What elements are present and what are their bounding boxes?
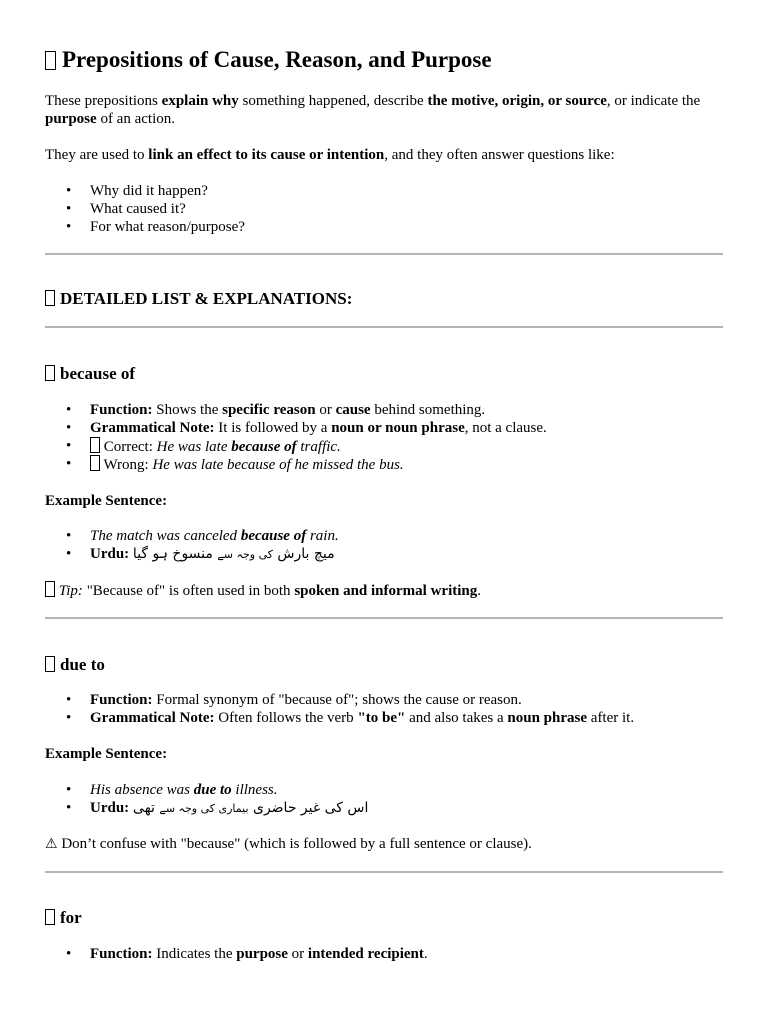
due-to-warning: ⚠ Don’t confuse with "because" (which is followed by a full sentence or clause). bbox=[45, 836, 532, 852]
missing-glyph-icon bbox=[45, 290, 55, 306]
page-title bbox=[45, 46, 492, 74]
list-item: • Function: Formal synonym of "because of"; shows the cause or reason. bbox=[45, 691, 634, 709]
urdu-translation: اس کی غیر حاضری بیماری کی وجہ سے تھی bbox=[132, 800, 369, 816]
missing-glyph-icon bbox=[45, 656, 55, 672]
for-details-list bbox=[45, 945, 428, 963]
list-item: • Wrong: He was late because of he missed the bus. bbox=[45, 455, 547, 473]
missing-glyph-icon bbox=[45, 365, 55, 381]
urdu-translation: میچ بارش کی وجہ سے منسوخ ہو گیا bbox=[132, 546, 335, 562]
because-of-example-list bbox=[45, 527, 339, 563]
due-to-heading: due to bbox=[45, 654, 105, 676]
list-item: • Grammatical Note: Often follows the verb "to be" and also takes a noun phrase after it. bbox=[45, 709, 634, 727]
because-of-details-list bbox=[45, 401, 547, 473]
divider bbox=[45, 326, 723, 328]
page-title-text: Prepositions of Cause, Reason, and Purpose bbox=[62, 47, 492, 72]
missing-glyph-icon bbox=[90, 437, 100, 453]
example-sentence-label: Example Sentence: bbox=[45, 493, 168, 509]
divider bbox=[45, 617, 723, 619]
missing-glyph-icon bbox=[45, 51, 56, 70]
list-item: • His absence was due to illness. bbox=[45, 781, 368, 799]
list-item: • Function: Shows the specific reason or cause behind something. bbox=[45, 401, 547, 419]
divider bbox=[45, 871, 723, 873]
list-item: • What caused it? bbox=[45, 200, 245, 218]
list-item: • Grammatical Note: It is followed by a noun or noun phrase, not a clause. bbox=[45, 419, 547, 437]
list-item: • The match was canceled because of rain. bbox=[45, 527, 339, 545]
due-to-details-list bbox=[45, 691, 634, 727]
warning-icon: ⚠ bbox=[45, 836, 58, 852]
list-item: • Urdu: میچ بارش کی وجہ سے منسوخ ہو گیا bbox=[45, 545, 339, 563]
because-of-heading: because of bbox=[45, 363, 135, 385]
list-item: • Why did it happen? bbox=[45, 182, 245, 200]
missing-glyph-icon bbox=[45, 581, 55, 597]
list-item: • Urdu: اس کی غیر حاضری بیماری کی وجہ سے تھی bbox=[45, 799, 368, 817]
questions-list bbox=[45, 182, 245, 236]
detailed-list-heading: DETAILED LIST & EXPLANATIONS: bbox=[45, 288, 352, 310]
missing-glyph-icon bbox=[45, 909, 55, 925]
due-to-example-list bbox=[45, 781, 368, 817]
for-heading: for bbox=[45, 907, 82, 929]
intro-paragraph-line-1: These prepositions explain why something happened, describe the motive, origin, or source, or indicate the bbox=[45, 93, 701, 109]
intro-paragraph-line-2: purpose of an action. bbox=[45, 111, 175, 127]
example-sentence-label: Example Sentence: bbox=[45, 746, 168, 762]
list-item: • Correct: He was late because of traffic. bbox=[45, 437, 547, 455]
list-item: • Function: Indicates the purpose or intended recipient. bbox=[45, 945, 428, 963]
intro-paragraph-2: They are used to link an effect to its cause or intention, and they often answer questions like: bbox=[45, 147, 615, 163]
because-of-tip: Tip: "Because of" is often used in both spoken and informal writing. bbox=[45, 581, 481, 600]
divider bbox=[45, 253, 723, 255]
missing-glyph-icon bbox=[90, 455, 100, 471]
list-item: • For what reason/purpose? bbox=[45, 218, 245, 236]
